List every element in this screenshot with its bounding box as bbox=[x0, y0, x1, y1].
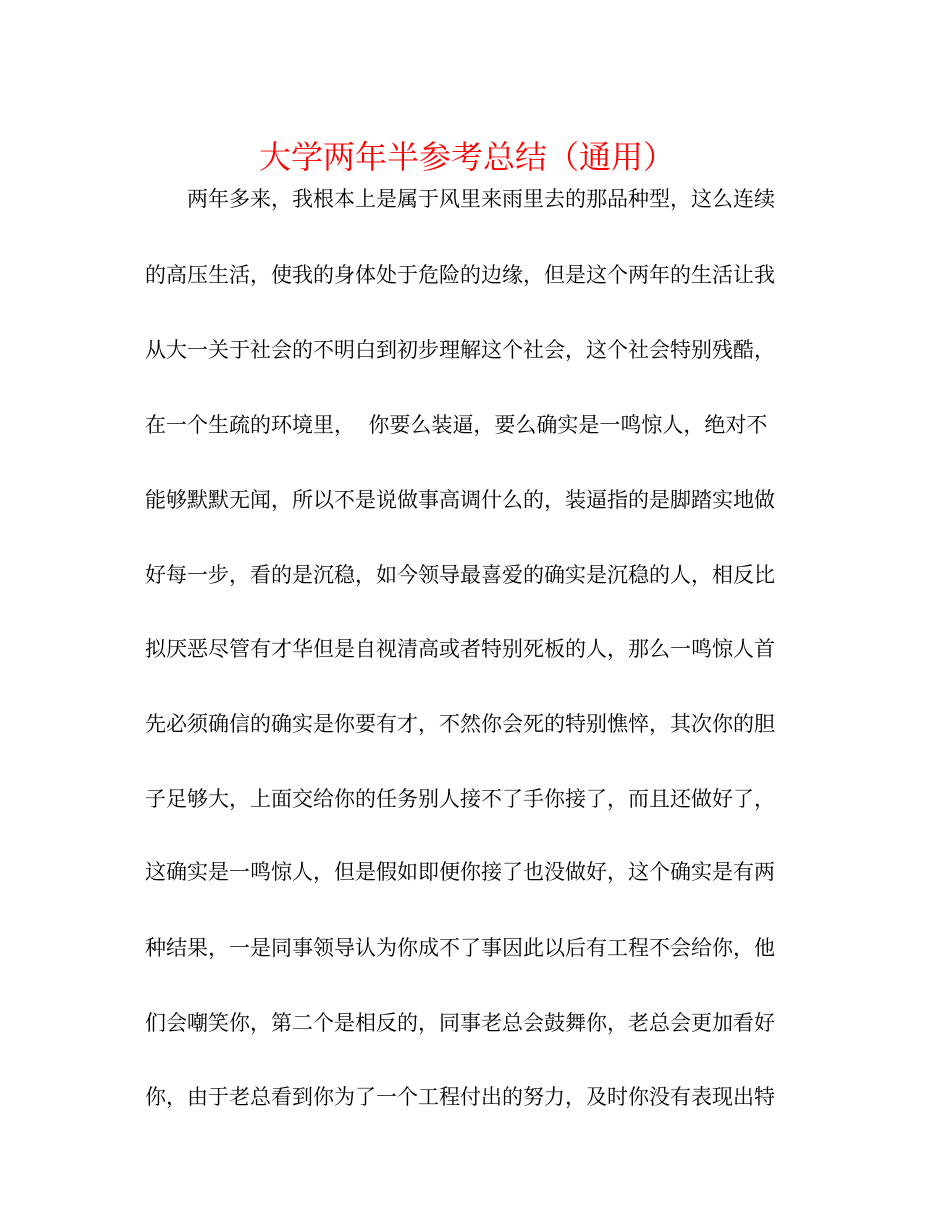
paragraph-line: 种结果，一是同事领导认为你成不了事因此以后有工程不会给你，他 bbox=[145, 936, 775, 960]
paragraph-line: 们会嘲笑你，第二个是相反的，同事老总会鼓舞你，老总会更加看好 bbox=[145, 1011, 775, 1035]
paragraph-line: 好每一步，看的是沉稳，如今领导最喜爱的确实是沉稳的人，相反比 bbox=[145, 563, 775, 587]
paragraph-line: 两年多来，我根本上是属于风里来雨里去的那品种型，这么连续 bbox=[187, 187, 775, 211]
document-title: 大学两年半参考总结（通用） bbox=[258, 138, 675, 176]
paragraph-line: 的高压生活，使我的身体处于危险的边缘，但是这个两年的生活让我 bbox=[145, 263, 775, 287]
paragraph-line: 这确实是一鸣惊人，但是假如即便你接了也没做好，这个确实是有两 bbox=[145, 860, 775, 884]
paragraph-line: 你，由于老总看到你为了一个工程付出的努力，及时你没有表现出特 bbox=[145, 1085, 775, 1109]
paragraph-line: 拟厌恶尽管有才华但是自视清高或者特别死板的人，那么一鸣惊人首 bbox=[145, 637, 775, 661]
paragraph-line: 从大一关于社会的不明白到初步理解这个社会，这个社会特别残酷， bbox=[145, 338, 775, 362]
paragraph-line: 能够默默无闻，所以不是说做事高调什么的，装逼指的是脚踏实地做 bbox=[145, 488, 775, 512]
paragraph-line: 子足够大，上面交给你的任务别人接不了手你接了，而且还做好了， bbox=[145, 787, 775, 811]
paragraph-line: 在一个生疏的环境里， 你要么装逼，要么确实是一鸣惊人，绝对不 bbox=[145, 413, 768, 437]
paragraph-line: 先必须确信的确实是你要有才，不然你会死的特别憔悴，其次你的胆 bbox=[145, 712, 775, 736]
